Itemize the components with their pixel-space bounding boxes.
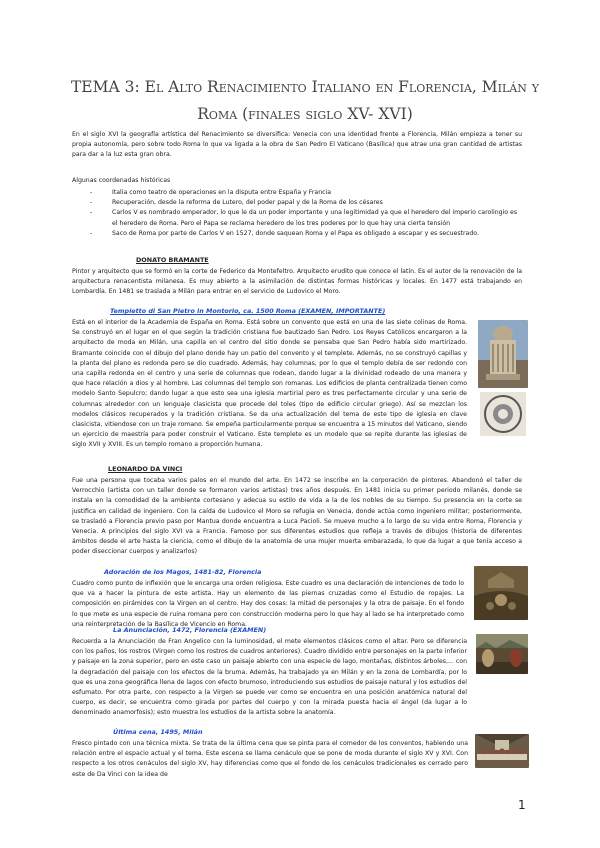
coords-list (100, 188, 520, 239)
tempietto-plan-image (480, 392, 526, 436)
leonardo-heading: LEONARDO DA VINCI (108, 465, 183, 473)
anunciacion-subheading: La Anunciación, 1472, Florencia (EXAMEN) (113, 626, 267, 634)
ultima-cena-image (475, 734, 529, 768)
page-number: 1 (518, 798, 526, 812)
intro-paragraph: En el siglo XVI la geografía artística del Renacimiento se diversifica: Venecia con una identidad frente a Florencia, Milán empieza a tener su propia autonomía, pero sobre todo Roma lo que va ligada a la obra de San Pedro El Vaticano (Basílica) que atrae una gran cantidad de artistas para dar a la luz esta gran obra. (72, 131, 522, 159)
anunciacion-image (476, 634, 528, 674)
list-item: - Saco de Roma por parte de Carlos V en 1527, donde saquean Roma y el Papa es obligado a escapar y es secuestrado. (100, 229, 520, 239)
adoracion-image (474, 566, 528, 620)
list-item: - Carlos V es nombrado emperador, lo que le da un poder importante y una legitimidad ya que el heredero del imperio carolingio es el heredero de Roma. Pero el Papa se reclama heredero de los tres poderes por lo que hay una cierta tensión (100, 208, 520, 228)
bramante-paragraph-2: Está en el interior de la Academia de España en Roma. Está sobre un convento que está en una de las siete colinas de Roma. Se construyó en el lugar en el que según la tradición cristiana fue bautizado San Pedro. Los Reyes Católicos encargaron a la arquitecto de moda en Milán, una capilla en el centro del sitio donde se pensaba que San Pedro había sido martirizado. Bramante coincide con el dibujo del plano donde hay un patio del convento y el templete. Además, no se construyó capillas y la planta del plano es redonda pero se dio cuadrado. Además, hay columnas, por lo que el templo debía de ser redondo con una capilla redonda en el centro y una serie de columnas que rodean, dando lugar a la divinidad rodeado de una manera y que hace relación a dios y al hombre. Las columnas del templo son romanas. Los edificios de planta centralizada tienen como modelo Santo Sepulcro; dando lugar a que esto sea una iglesia martirial pero es tres perfectamente circular y una serie de columnas alrededor con un lenguaje clasicista que procede del toles (tipo de edificio circular griego). Así se mezclan los modelos clásicos recuperados y la tradición cristiana. Se da una actualización del tema de este tipo de iglesia en clave clasicista, vitiendose con un traje romano. Se empeña particularmente porque se encuentra a 15 minutos del Vaticano, siendo un ejercicio de maestría para poder construir el Vaticano. Este templete es un modelo que se repite durante las iglesias de siglo XVII y XVIII. Es un templo romano a proporción humana. (72, 319, 467, 449)
bramante-paragraph-1: Pintor y arquitecto que se formó en la corte de Federico da Montefeltro. Arquitecto erudito que conoce el latín. Es el autor de la renovación de la arquitectura renacentista milanesa. Es muy abierto a la asimilación de distintas formas históricas y locales. En 1477 está trabajando en Lombardía. En 1481 se traslada a Milán para entrar en el servicio de Ludovico el Moro. (72, 268, 522, 296)
list-item: - Italia como teatro de operaciones en la disputa entre España y Francia (100, 188, 520, 198)
list-item: - Recuperación, desde la reforma de Lutero, del poder papal y de la Roma de los césares (100, 198, 520, 208)
leonardo-paragraph-2: Cuadro como punto de inflexión que le encarga una orden religiosa. Este cuadro es una declaración de intenciones de todo lo que va a hacer la pintura de este artista. Hay un elemento de las piernas cruzadas como el Estudio de ropajes. La composición en pirámides con la Virgen en el centro. Hay dos cosas: la mitad de personajes y la otra de paisaje. En el fondo lo que mete es una especie de ruina romana pero con construcción moderna pero lo que hay al lado se ha interpretado como una reinterpretación de la Basílica de Vicencio en Roma. (72, 580, 464, 628)
ultima-cena-subheading: Última cena, 1495, Milán (113, 728, 203, 736)
leonardo-paragraph-4: Fresco pintado con una técnica mixta. Se trata de la última cena que se pinta para el comedor de los conventos, habiendo una relación entre el espacio actual y el tema. Este escena se llama cenáculo que se pone de moda durante el siglo XV y XVI. Con respecto a los otros cenáculos del siglo XV, hay diferencias como que el fondo de los cenáculos tradicionales es cerrado pero este de Da Vinci con la idea de (72, 740, 468, 778)
bramante-heading: DONATO BRAMANTE (136, 256, 209, 264)
leonardo-paragraph-3: Recuerda a la Anunciación de Fran Angelico con la luminosidad, el mete elementos clásicos como el altar. Pero se diferencia con los paños, los rostros (Virgen como los rostros de cuadros anteriores). Cuadro dividido entre personajes en la parte inferior y paisaje en la zona superior, pero en este caso un paisaje abierto con una especie de lago, montañas, distintos árboles,... con la degradación del paisaje con los efectos de la bruma. Además, ha trabajado ya en Milán y en la zona de Lombardía, por lo que es una zona geográfica llena de lagos con efecto brumoso, introduciendo sus estudios de paisaje natural y los estudios del esfumato. Por otra parte, con respecto a la Virgen se puede ver como se encuentra en una posición anatómica natural del cuerpo, es decir, se encuentra como girada por partes del cuerpo y con la mirada puesta hacia el ángel (da lugar a lo denominado anamorfosis); esto muestra los estudios de la artista sobre la anatomía. (72, 638, 467, 717)
tempietto-subheading: Tempietto di San Pietro in Montorio, ca. 1500 Roma (EXAMEN, IMPORTANTE) (110, 307, 386, 315)
tempietto-image (478, 320, 528, 388)
leonardo-paragraph-1: Fue una persona que tocaba varios palos en el mundo del arte. En 1472 se inscribe en la corporación de pintores. Abandonó el taller de Verrocchio (artista con un taller donde se formaron varios artistas) tres años después. En 1481 inicia su primer periodo milanés, donde se instala en la comodidad de la ambiente cortesano y adecua su estilo de vida a la de los nobles de su tiempo. Su presencia en la corte se justifica en calidad de ingeniero. Con la caída de Ludovico el Moro se refugia en Venecia, donde actúa como ingeniero militar; posteriormente, se trasladó a Florencia previo paso por Mantua donde encuentra a Luca Pacioli. Se mueve mucho a lo largo de su vida entre Roma, Florencia y Venecia. A principios del siglo XVI va a Francia. Famoso por sus diferentes estudios que refleja a través de dibujos (historia de diferentes ámbitos desde el arte hasta la ciencia, como el dibujo de la anatomía de una mujer muerta embarazada, lo que da lugar a que tenía acceso a poder diseccionar cuerpos y analizarlos) (72, 477, 522, 556)
page-title: TEMA 3: El Alto Renacimiento Italiano en Florencia, Milán y Roma (finales siglo XV- XVI) (70, 78, 540, 123)
coords-label: Algunas coordenadas históricas (72, 177, 171, 184)
adoracion-subheading: Adoración de los Magos, 1481-82, Florencia (104, 568, 262, 576)
